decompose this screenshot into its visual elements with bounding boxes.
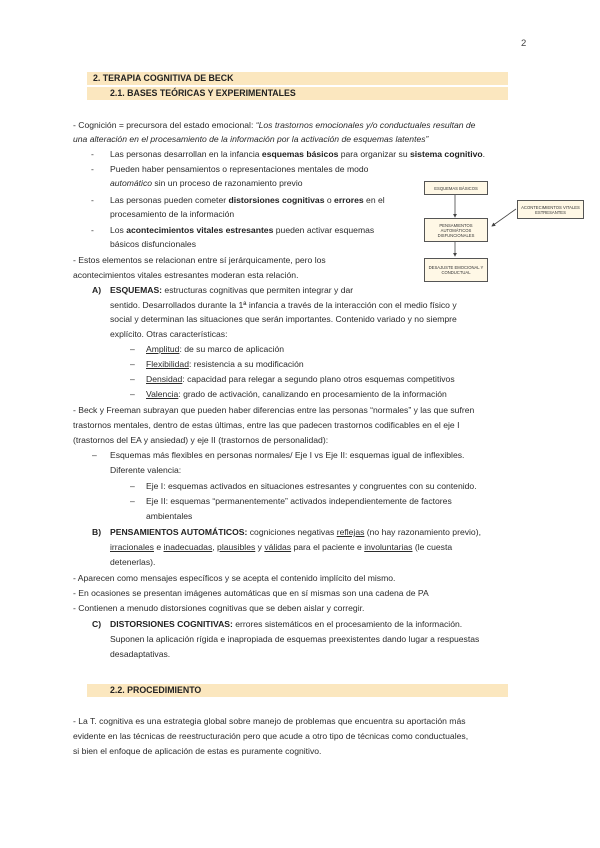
list-item: Flexibilidad: resistencia a su modificación bbox=[146, 359, 304, 369]
diagram-box-schemas: ESQUEMAS BÁSICOS bbox=[424, 181, 488, 195]
section-title: 2. TERAPIA COGNITIVA DE BECK bbox=[93, 73, 234, 83]
diagram-box-stressful-events: ACONTECIMIENTOS VITALES ESTRESANTES bbox=[517, 200, 584, 219]
bullet-marker: – bbox=[130, 389, 135, 399]
bullet-marker: – bbox=[130, 374, 135, 384]
list-item: Las personas desarrollan en la infancia esquemas básicos para organizar su sistema cognitivo. bbox=[110, 149, 485, 159]
arrow-diagonal bbox=[492, 209, 516, 226]
list-item: PENSAMIENTOS AUTOMÁTICOS: cogniciones negativas reflejas (no hay razonamiento previo), bbox=[110, 527, 481, 537]
text-line: (trastornos del EA y ansiedad) y eje II (trastornos de personalidad): bbox=[73, 435, 329, 445]
list-item: Esquemas más flexibles en personas normales/ Eje I vs Eje II: esquemas igual de inflexibles. bbox=[110, 450, 465, 460]
text-line: trastornos mentales, dentro de estas últimas, entre las que padecen trastornos codificables en el eje I bbox=[73, 420, 460, 430]
text-line: - Aparecen como mensajes específicos y se acepta el contenido implícito del mismo. bbox=[73, 573, 396, 583]
text-line: Diferente valencia: bbox=[110, 465, 182, 475]
list-item: básicos disfuncionales bbox=[110, 239, 196, 249]
list-item: Amplitud: de su marco de aplicación bbox=[146, 344, 285, 354]
text-line: Suponen la aplicación rígida e inapropiada de esquemas preexistentes dando lugar a respuestas bbox=[110, 634, 480, 644]
bullet-marker: – bbox=[130, 481, 135, 491]
text-line: - En ocasiones se presentan imágenes automáticas que en sí mismas son una cadena de PA bbox=[73, 588, 429, 598]
bullet-marker: – bbox=[130, 344, 135, 354]
text-line: ambientales bbox=[146, 511, 193, 521]
text-line: - Cognición = precursora del estado emocional: “Los trastornos emocionales y/o conductuales resultan de bbox=[73, 120, 476, 130]
text-line: evidente en las técnicas de reestructuración pero que acude a otro tipo de técnicas como conductuales, bbox=[73, 731, 469, 741]
list-item: ESQUEMAS: estructuras cognitivas que permiten integrar y dar bbox=[110, 285, 354, 295]
text-line: - La T. cognitiva es una estrategia global sobre manejo de problemas que encuentra su aportación más bbox=[73, 716, 466, 726]
list-item: Los acontecimientos vitales estresantes pueden activar esquemas bbox=[110, 225, 375, 235]
list-label: A) bbox=[92, 285, 102, 295]
text-line: - Contienen a menudo distorsiones cognitivas que se deben aislar y corregir. bbox=[73, 603, 365, 613]
text-line: si bien el enfoque de aplicación de estas es puramente cognitivo. bbox=[73, 746, 322, 756]
list-item: Eje II: esquemas “permanentemente” activados independientemente de factores bbox=[146, 496, 452, 506]
text-line: - Beck y Freeman subrayan que pueden haber diferencias entre las personas “normales” y las que sufren bbox=[73, 405, 475, 415]
bullet-marker: - bbox=[91, 225, 94, 235]
text-line: irracionales e inadecuadas, plausibles y válidas para el paciente e involuntarias (le cuesta bbox=[110, 542, 453, 552]
text-line: social y determinan las situaciones que serán importantes. Contenido variado y no siempre bbox=[110, 314, 457, 324]
list-label: B) bbox=[92, 527, 102, 537]
list-item: Eje I: esquemas activados en situaciones estresantes y congruentes con su contenido. bbox=[146, 481, 477, 491]
diagram-box-automatic-thoughts: PENSAMIENTOS AUTOMÁTICOS DISFUNCIONALES bbox=[424, 218, 488, 242]
list-item: Densidad: capacidad para relegar a segundo plano otros esquemas competitivos bbox=[146, 374, 455, 384]
text-line: una alteración en el procesamiento de la información por la activación de esquemas latentes” bbox=[73, 134, 429, 144]
text-line: desadaptativas. bbox=[110, 649, 171, 659]
text-line: detenerlas). bbox=[110, 557, 156, 567]
subsection-title: 2.2. PROCEDIMIENTO bbox=[110, 685, 202, 695]
bullet-marker: – bbox=[130, 359, 135, 369]
text-line: - Estos elementos se relacionan entre sí jerárquicamente, pero los bbox=[73, 255, 326, 265]
bullet-marker: - bbox=[91, 195, 94, 205]
list-item: procesamiento de la información bbox=[110, 209, 235, 219]
bullet-marker: - bbox=[91, 149, 94, 159]
page-number: 2 bbox=[521, 38, 527, 49]
list-item: Las personas pueden cometer distorsiones cognitivas o errores en el bbox=[110, 195, 385, 205]
bullet-marker: – bbox=[130, 496, 135, 506]
list-label: C) bbox=[92, 619, 102, 629]
diagram-box-maladjustment: DESAJUSTE EMOCIONAL Y CONDUCTUAL bbox=[424, 258, 488, 282]
text-line: sentido. Desarrollados durante la 1ª infancia a través de la interacción con el medio físico y bbox=[110, 300, 457, 310]
text-line: explícito. Otras características: bbox=[110, 329, 228, 339]
list-item: automático sin un proceso de razonamiento previo bbox=[110, 178, 303, 188]
bullet-marker: – bbox=[92, 450, 97, 460]
list-item: Pueden haber pensamientos o representaciones mentales de modo bbox=[110, 164, 369, 174]
subsection-title: 2.1. BASES TEÓRICAS Y EXPERIMENTALES bbox=[110, 88, 296, 98]
bullet-marker: - bbox=[91, 164, 94, 174]
list-item: Valencia: grado de activación, canalizando en procesamiento de la información bbox=[146, 389, 447, 399]
list-item: DISTORSIONES COGNITIVAS: errores sistemáticos en el procesamiento de la información. bbox=[110, 619, 463, 629]
text-line: acontecimientos vitales estresantes moderan esta relación. bbox=[73, 270, 299, 280]
